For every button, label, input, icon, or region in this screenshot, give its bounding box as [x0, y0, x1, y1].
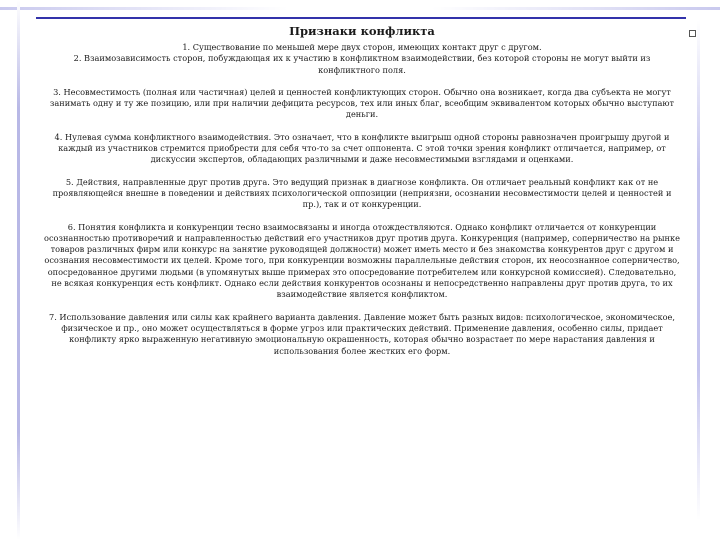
- spacer: [42, 166, 682, 177]
- decorative-top-gradient: [0, 7, 720, 10]
- spacer: [42, 121, 682, 132]
- decorative-right-rule: [697, 20, 700, 520]
- decorative-left-rule: [17, 0, 20, 540]
- document-body: [42, 24, 682, 357]
- paragraph-2: 2. Взаимозависимость сторон, побуждающая их к участию в конфликтном взаимодействии, без которой стороны не могут выйти из конфликтного поля.: [73, 53, 651, 75]
- paragraph-4: 4. Нулевая сумма конфликтного взаимодействия. Это означает, что в конфликте выигрыш одной стороны равнозначен проигрышу другой и каждый из участников стремится приобрести для себя что-то за счет оппонента. С этой точки зрения конфликт отличается, например, от дискуссии экспертов, обладающих различными и даже несовместимыми взглядами и оценками.: [54, 131, 670, 165]
- spacer: [42, 76, 682, 87]
- document-title: Признаки конфликта: [289, 24, 435, 38]
- paragraph-5: 5. Действия, направленные друг против друга. Это ведущий признак в диагнозе конфликта. Он отличает реальный конфликт как от не проявляющейся внешне в поведении и действиях психологической оппозиции (неприязни, осознании несовместимости целей и ценностей и пр.), так и от конкуренции.: [52, 176, 672, 210]
- paragraph-7: 7. Использование давления или силы как крайнего варианта давления. Давление может быть разных видов: психологическое, экономическое, физическое и пр., оно может осуществляться в форме угроз или практических действий. Применение давления, особенно силы, придает конфликту ярко выраженную негативную эмоциональную окрашенность, которая обычно возрастает по мере нарастания давления и использования более жестких его форм.: [49, 311, 675, 356]
- paragraph-3: 3. Несовместимость (полная или частичная) целей и ценностей конфликтующих сторон. Обычно она возникает, когда два субъекта не могут занимать одну и ту же позицию, или при наличии дефицита ресурсов, тех или иных благ, всеобщим эквивалентом которых обычно выступают деньги.: [49, 86, 675, 120]
- paragraph-6: 6. Понятия конфликта и конкуренции тесно взаимосвязаны и иногда отождествляются. Однако конфликт отличается от конкуренции осознанностью противоречий и направленностью действий его участников друг против друга. Конкуренция (например, соперничество на рынке товаров различных фирм или конкурс на занятие руководящей должности) может иметь место и без знакомства конкурентов друг с другом и осознания несовместимости их целей. Кроме того, при конкуренции возможны параллельные действия сторон, их неосознанное соперничество, опосредованное другими людьми (в упомянутых выше примерах это опосредование потребителем или конкурсной комиссией). Следовательно, не всякая конкуренция есть конфликт. Однако если действия конкурентов осознаны и непосредственно направлены друг против друга, то их взаимодействие является конфликтом.: [44, 221, 680, 300]
- decorative-top-rule: [36, 17, 686, 19]
- spacer: [42, 211, 682, 222]
- paragraph-1: 1. Существование по меньшей мере двух сторон, имеющих контакт друг с другом.: [182, 42, 542, 52]
- decorative-corner-square: [689, 30, 696, 37]
- spacer: [42, 301, 682, 312]
